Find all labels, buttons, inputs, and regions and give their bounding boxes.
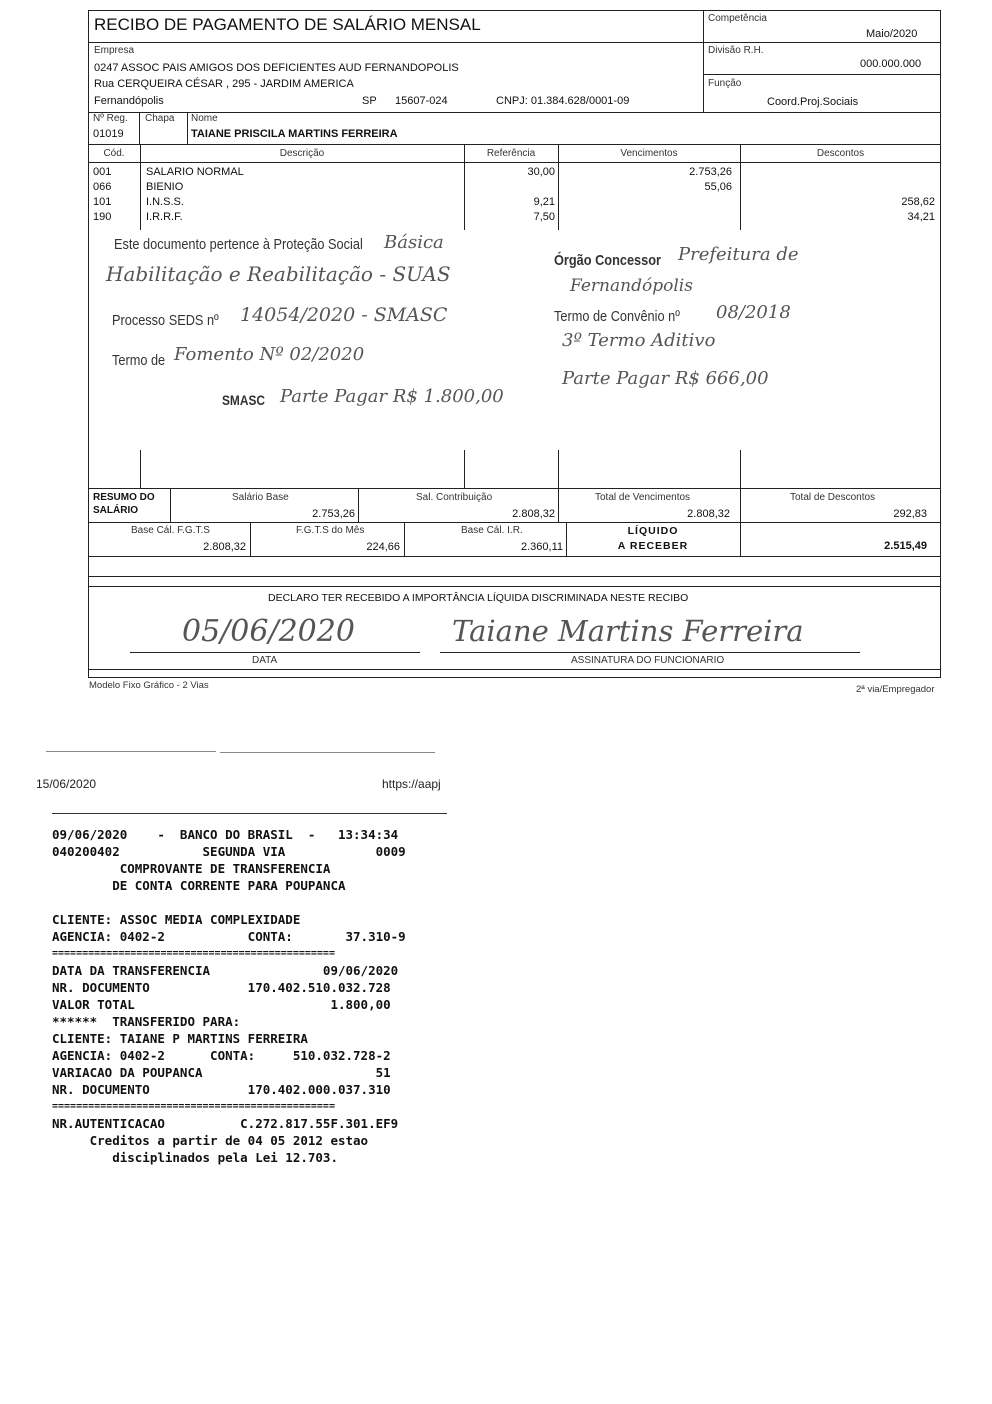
stamp-orgao-label: Órgão Concessor [554,252,661,269]
bank-line: NR. DOCUMENTO 170.402.000.037.310 [52,1082,391,1097]
bank-line: NR. DOCUMENTO 170.402.510.032.728 [52,980,391,995]
funcao-value: Coord.Proj.Sociais [767,96,859,108]
competencia-value: Maio/2020 [866,28,918,40]
nreg-value: 01019 [93,128,124,140]
empresa-cep: 15607-024 [395,95,448,107]
empresa-state: SP [362,95,377,107]
sal-contrib-label: Sal. Contribuição [416,492,493,503]
row-cod: 101 [93,196,112,208]
total-desc-label: Total de Descontos [790,492,876,503]
stamp-aditivo-hand: 3º Termo Aditivo [562,330,716,351]
sal-contrib-value: 2.808,32 [512,508,555,520]
protection-stamp [100,230,840,450]
stamp-orgao-hand: Prefeitura de [678,244,799,265]
nome-value: TAIANE PRISCILA MARTINS FERREIRA [191,128,398,140]
row-desc: I.N.S.S. [146,196,184,208]
salario-base-label: Salário Base [232,492,289,503]
bank-receipt [52,826,406,1166]
stamp-hand-basica: Básica [384,232,444,253]
fgts-mes-label: F.G.T.S do Mês [296,525,365,536]
empresa-name: 0247 ASSOC PAIS AMIGOS DOS DEFICIENTES AUD FERNANDOPOLIS [94,62,459,74]
via-text: 2ª via/Empregador [856,684,935,695]
stamp-processo-hand: 14054/2020 - SMASC [240,304,448,326]
base-fgts-label: Base Cál. F.G.T.S [131,525,210,536]
divisao-value: 000.000.000 [860,58,922,70]
row-desc: BIENIO [146,181,184,193]
stamp-hand-habilitacao: Habilitação e Reabilitação - SUAS [106,262,451,286]
empresa-city: Fernandópolis [94,95,164,107]
liquido-label: LÍQUIDO [627,525,679,537]
chapa-label: Chapa [145,113,175,124]
row-ref: 7,50 [533,211,555,223]
bank-line: =============================================== [52,1101,335,1112]
divider [220,752,435,753]
bank-line [52,894,406,911]
stamp-termo-label: Termo de [112,352,166,369]
bank-line: AGENCIA: 0402-2 CONTA: 510.032.728-2 [52,1048,391,1063]
nome-label: Nome [191,113,218,124]
fgts-mes-value: 224,66 [366,541,400,553]
stamp-processo-label: Processo SEDS nº [112,312,219,329]
empresa-address: Rua CERQUEIRA CÉSAR , 295 - JARDIM AMERICA [94,78,354,90]
empresa-cnpj: CNPJ: 01.384.628/0001-09 [496,95,630,107]
signature-label: ASSINATURA DO FUNCIONARIO [571,655,725,666]
bank-line: ****** TRANSFERIDO PARA: [52,1014,241,1029]
row-venc: 2.753,26 [689,166,732,178]
row-cod: 066 [93,181,112,193]
col-cod: Cód. [103,148,125,159]
declaration-text: DECLARO TER RECEBIDO A IMPORTÂNCIA LÍQUIDA DISCRIMINADA NESTE RECIBO [268,592,689,604]
bank-line: 09/06/2020 - BANCO DO BRASIL - 13:34:34 [52,827,399,842]
row-cod: 190 [93,211,112,223]
row-venc: 55,06 [704,181,732,193]
stamp-orgao-hand-2: Fernandópolis [570,276,693,296]
table-row [88,181,941,195]
base-fgts-value: 2.808,32 [203,541,246,553]
base-ir-value: 2.360,11 [520,541,563,553]
resumo-label: RESUMO DO SALÁRIO [93,492,155,516]
stamp-smasc-label: SMASC [222,392,265,408]
col-descontos: Descontos [816,148,865,159]
bank-line: AGENCIA: 0402-2 CONTA: 37.310-9 [52,929,406,944]
base-ir-label: Base Cál. I.R. [461,525,523,536]
total-venc-label: Total de Vencimentos [595,492,691,503]
print-date: 15/06/2020 [36,777,97,791]
funcao-label: Função [708,78,742,89]
table-row [88,211,941,225]
row-desc: SALARIO NORMAL [146,166,244,178]
row-descontos: 34,21 [907,211,935,223]
row-ref: 30,00 [527,166,555,178]
bank-line: VALOR TOTAL 1.800,00 [52,997,391,1012]
bank-line: NR.AUTENTICACAO C.272.817.55F.301.EF9 [52,1116,399,1131]
bank-line: Creditos a partir de 04 05 2012 estao [52,1133,369,1148]
bank-line: DATA DA TRANSFERENCIA 09/06/2020 [52,963,399,978]
bank-line: VARIACAO DA POUPANCA 51 [52,1065,391,1080]
bank-top-rule [52,813,447,814]
bank-line: disciplinados pela Lei 12.703. [52,1150,338,1165]
salario-base-value: 2.753,26 [312,508,355,520]
table-row [88,196,941,210]
row-descontos: 258,62 [901,196,935,208]
nreg-label: Nº Reg. [93,113,128,124]
bank-line: DE CONTA CORRENTE PARA POUPANCA [52,878,346,893]
bank-line: CLIENTE: ASSOC MEDIA COMPLEXIDADE [52,912,301,927]
bank-line: COMPROVANTE DE TRANSFERENCIA [52,861,331,876]
payslip-title: RECIBO DE PAGAMENTO DE SALÁRIO MENSAL [94,15,481,34]
a-receber-label: A RECEBER [617,540,689,552]
col-referencia: Referência [486,148,536,159]
stamp-line-1: Este documento pertence à Proteção Social [114,236,363,253]
stamp-parte2-hand: Parte Pagar R$ 666,00 [562,368,769,389]
empresa-label: Empresa [94,45,135,56]
date-hand: 05/06/2020 [182,614,355,649]
employee-signature: Taiane Martins Ferreira [452,614,804,648]
liquido-value: 2.515,49 [884,540,927,552]
divider [46,751,216,752]
modelo-text: Modelo Fixo Gráfico - 2 Vias [89,680,209,691]
stamp-termo2-label: Termo de Convênio nº [554,308,680,325]
stamp-smasc-hand: Parte Pagar R$ 1.800,00 [280,386,504,407]
row-desc: I.R.R.F. [146,211,183,223]
bank-line: CLIENTE: TAIANE P MARTINS FERREIRA [52,1031,308,1046]
table-row [88,166,941,180]
row-cod: 001 [93,166,112,178]
row-ref: 9,21 [533,196,555,208]
competencia-label: Competência [708,13,767,24]
col-descricao: Descrição [279,148,325,159]
bank-line: 040200402 SEGUNDA VIA 0009 [52,844,406,859]
total-venc-value: 2.808,32 [687,508,730,520]
print-url: https://aapj [382,777,441,791]
bank-line: =============================================== [52,948,335,959]
total-desc-value: 292,83 [893,508,927,520]
stamp-termo2-hand: 08/2018 [716,302,791,323]
date-label: DATA [252,655,278,666]
stamp-termo-hand: Fomento Nº 02/2020 [174,344,365,365]
divisao-label: Divisão R.H. [708,45,764,56]
col-vencimentos: Vencimentos [620,148,678,159]
